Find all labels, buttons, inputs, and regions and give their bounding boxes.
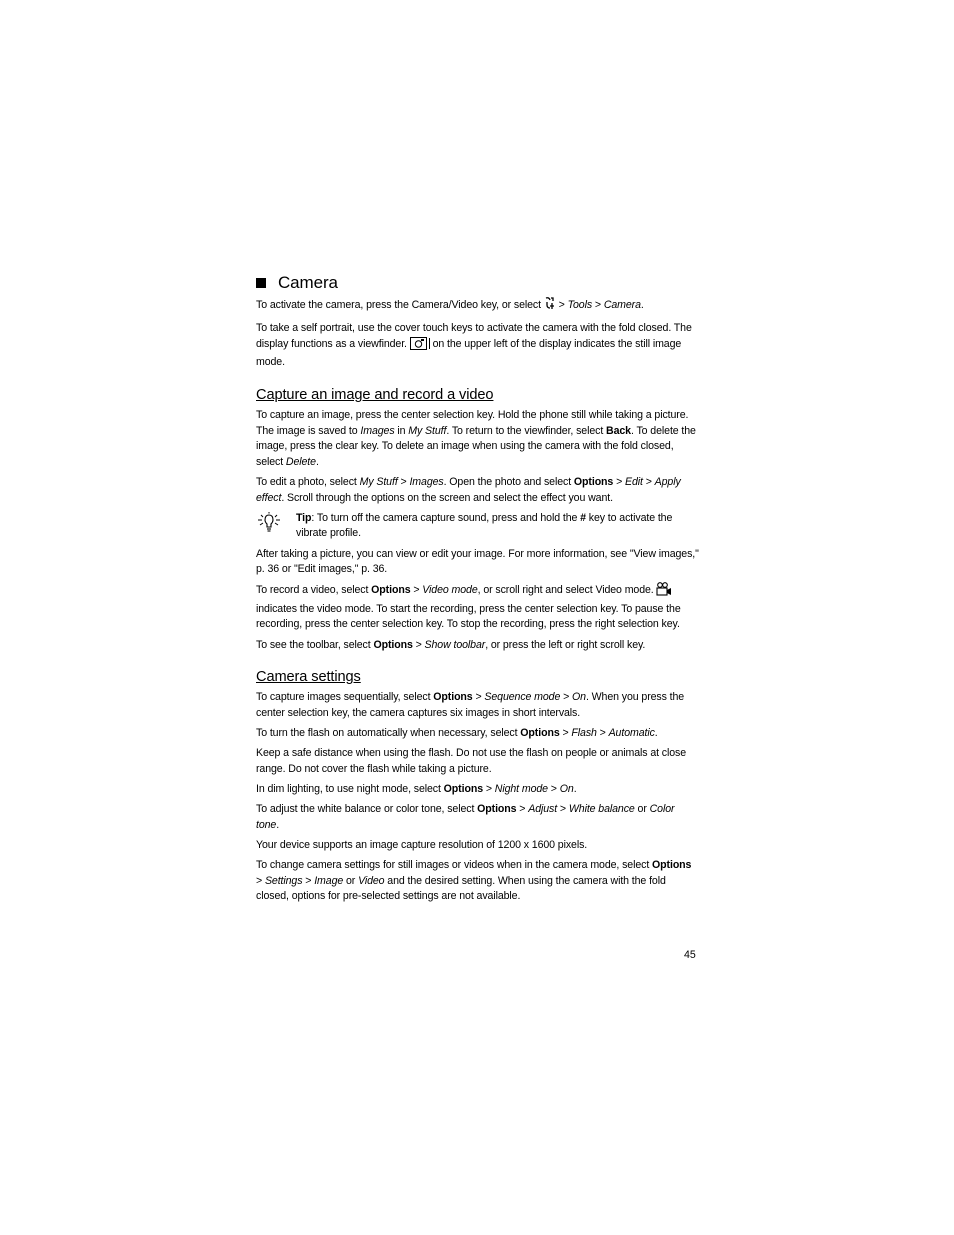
- softkey-back: Back: [606, 424, 631, 437]
- text-run: >: [555, 299, 568, 311]
- text-run: . Open the photo and select: [443, 475, 574, 488]
- intro-paragraph-self-portrait: [256, 321, 700, 371]
- menu-path-my-stuff: My Stuff: [408, 424, 447, 437]
- softkey-options: Options: [652, 859, 692, 872]
- text-run: >: [613, 475, 626, 488]
- heading-bullet-square: [256, 278, 266, 288]
- text-run: To edit a photo, select: [256, 475, 360, 488]
- text-run: >: [397, 475, 410, 488]
- capture-paragraph-after: After taking a picture, you can view or edit your image. For more information, see "View images," p. 36 or "Edit images," p. 36.: [256, 547, 699, 576]
- menu-path-show-toolbar: Show toolbar: [424, 638, 486, 651]
- text-run: >: [547, 783, 560, 795]
- menu-path-night-mode: Night mode: [494, 783, 548, 795]
- text-run: .: [573, 783, 577, 795]
- menu-path-tools: Tools: [567, 299, 593, 311]
- text-run: or: [343, 874, 359, 887]
- text-run: and the desired setting. When using the camera with the fold closed, options for pre-selected settings are not available.: [256, 874, 666, 903]
- intro-paragraph-activate: [256, 297, 700, 317]
- text-run: To capture images sequentially, select: [256, 691, 434, 704]
- text-run: on the upper left of the display indicates the still image mode.: [256, 337, 682, 369]
- manual-page-content: [256, 272, 700, 910]
- text-run: To change camera settings for still images or videos when in the camera mode, select: [256, 859, 653, 872]
- text-run: . To delete the image, press the clear key. To delete an image when using the camera with the fold closed, select: [256, 424, 696, 468]
- tip-lightbulb-icon: [256, 511, 296, 540]
- video-mode-icon: [656, 582, 672, 602]
- text-run: indicates the video mode. To start the recording, press the center selection key. To pause the recording, press the center selection key. To stop the recording, press the right selection key.: [256, 602, 681, 631]
- menu-path-white-balance: White balance: [568, 803, 635, 816]
- tip-text: [296, 511, 700, 542]
- text-run: >: [560, 691, 573, 704]
- softkey-options: Options: [373, 638, 413, 651]
- settings-paragraph-change: [256, 858, 700, 905]
- text-run: To capture an image, press the center selection key. Hold the phone still while taking a picture. The image is saved to: [256, 408, 689, 437]
- menu-path-sequence-mode: Sequence mode: [484, 691, 561, 704]
- text-run: >: [472, 691, 485, 704]
- menu-path-on: On: [559, 783, 574, 795]
- text-run: >: [516, 803, 529, 816]
- menu-path-apply-effect: Apply effect: [256, 475, 681, 504]
- capture-paragraph-image: [256, 408, 700, 470]
- text-run: To activate the camera, press the Camera/Video key, or select: [256, 299, 544, 311]
- text-run: To see the toolbar, select: [256, 638, 374, 651]
- softkey-options: Options: [371, 584, 411, 597]
- menu-path-video-mode: Video mode: [422, 584, 478, 597]
- text-run: >: [592, 299, 604, 311]
- text-run: : To turn off the camera capture sound, press and hold the: [311, 511, 581, 524]
- page-number: 45: [684, 949, 696, 961]
- settings-paragraph-safety: Keep a safe distance when using the flash. Do not use the flash on people or animals at close range. Do not cover the flash while taking a picture.: [256, 747, 687, 775]
- text-run: .: [654, 727, 658, 740]
- section-heading-camera: [256, 272, 700, 294]
- menu-path-adjust: Adjust: [528, 803, 558, 816]
- text-run: .: [640, 299, 644, 311]
- text-run: To turn the flash on automatically when necessary, select: [256, 727, 521, 740]
- text-run: .: [315, 455, 319, 468]
- subheading-camera-settings: Camera settings: [256, 669, 361, 686]
- menu-path-image: Image: [314, 874, 344, 887]
- menu-path-camera: Camera: [603, 299, 641, 311]
- text-run: .: [276, 818, 280, 831]
- menu-path-images: Images: [409, 475, 444, 488]
- text-run: in: [394, 424, 409, 437]
- menu-path-edit: Edit: [625, 475, 643, 488]
- text-run: >: [559, 727, 572, 740]
- hash-key-label: #: [580, 511, 586, 524]
- softkey-options: Options: [443, 783, 483, 795]
- text-run: >: [596, 727, 609, 740]
- softkey-options: Options: [573, 475, 614, 488]
- text-run: >: [302, 874, 315, 887]
- text-run: . Scroll through the options on the screen and select the effect you want.: [281, 491, 613, 504]
- menu-path-images: Images: [360, 424, 395, 437]
- menu-path-on: On: [572, 691, 586, 704]
- text-run: or: [634, 803, 650, 816]
- capture-paragraph-toolbar: [256, 638, 700, 654]
- text-run: >: [412, 638, 425, 651]
- text-run: To record a video, select: [256, 584, 372, 597]
- text-run: >: [256, 874, 265, 887]
- settings-paragraph-white-balance: [256, 802, 700, 833]
- menu-key-icon: [544, 297, 556, 317]
- menu-path-color-tone: Color tone: [256, 803, 675, 831]
- settings-paragraph-flash: [256, 726, 700, 742]
- menu-path-automatic: Automatic: [608, 727, 655, 740]
- text-run: , or press the left or right scroll key.: [485, 638, 646, 651]
- menu-path-delete: Delete: [285, 455, 316, 468]
- tip-block: [256, 511, 700, 542]
- text-run: To adjust the white balance or color tone, select: [256, 803, 478, 816]
- tip-label: Tip: [296, 511, 312, 524]
- menu-path-video: Video: [358, 874, 385, 887]
- capture-paragraph-video: [256, 582, 700, 633]
- menu-path-flash: Flash: [571, 727, 597, 740]
- text-run: >: [642, 475, 655, 488]
- softkey-options: Options: [433, 691, 473, 704]
- text-run: . To return to the viewfinder, select: [446, 424, 607, 437]
- text-run: >: [410, 584, 423, 597]
- text-run: . When you press the center selection key, the camera captures six images in short intervals.: [256, 691, 685, 719]
- capture-paragraph-edit: [256, 475, 700, 506]
- settings-paragraph-night: [256, 782, 700, 798]
- menu-path-settings: Settings: [264, 874, 303, 887]
- settings-paragraph-sequence: [256, 690, 700, 721]
- section-title: Camera: [278, 273, 338, 292]
- text-run: key to activate the vibrate profile.: [296, 511, 673, 540]
- settings-paragraph-resolution: Your device supports an image capture resolution of 1200 x 1600 pixels.: [256, 838, 588, 851]
- softkey-options: Options: [520, 727, 560, 740]
- menu-path-my-stuff: My Stuff: [359, 475, 398, 488]
- still-image-mode-icon: [410, 337, 430, 356]
- text-run: , or scroll right and select Video mode.: [477, 584, 657, 597]
- subheading-capture: Capture an image and record a video: [256, 386, 494, 403]
- text-run: >: [483, 783, 495, 795]
- softkey-options: Options: [477, 803, 517, 816]
- text-run: To take a self portrait, use the cover touch keys to activate the camera with the fold closed. The display functions as a viewfinder.: [256, 322, 692, 350]
- text-run: In dim lighting, to use night mode, select: [256, 783, 444, 795]
- text-run: >: [557, 803, 569, 816]
